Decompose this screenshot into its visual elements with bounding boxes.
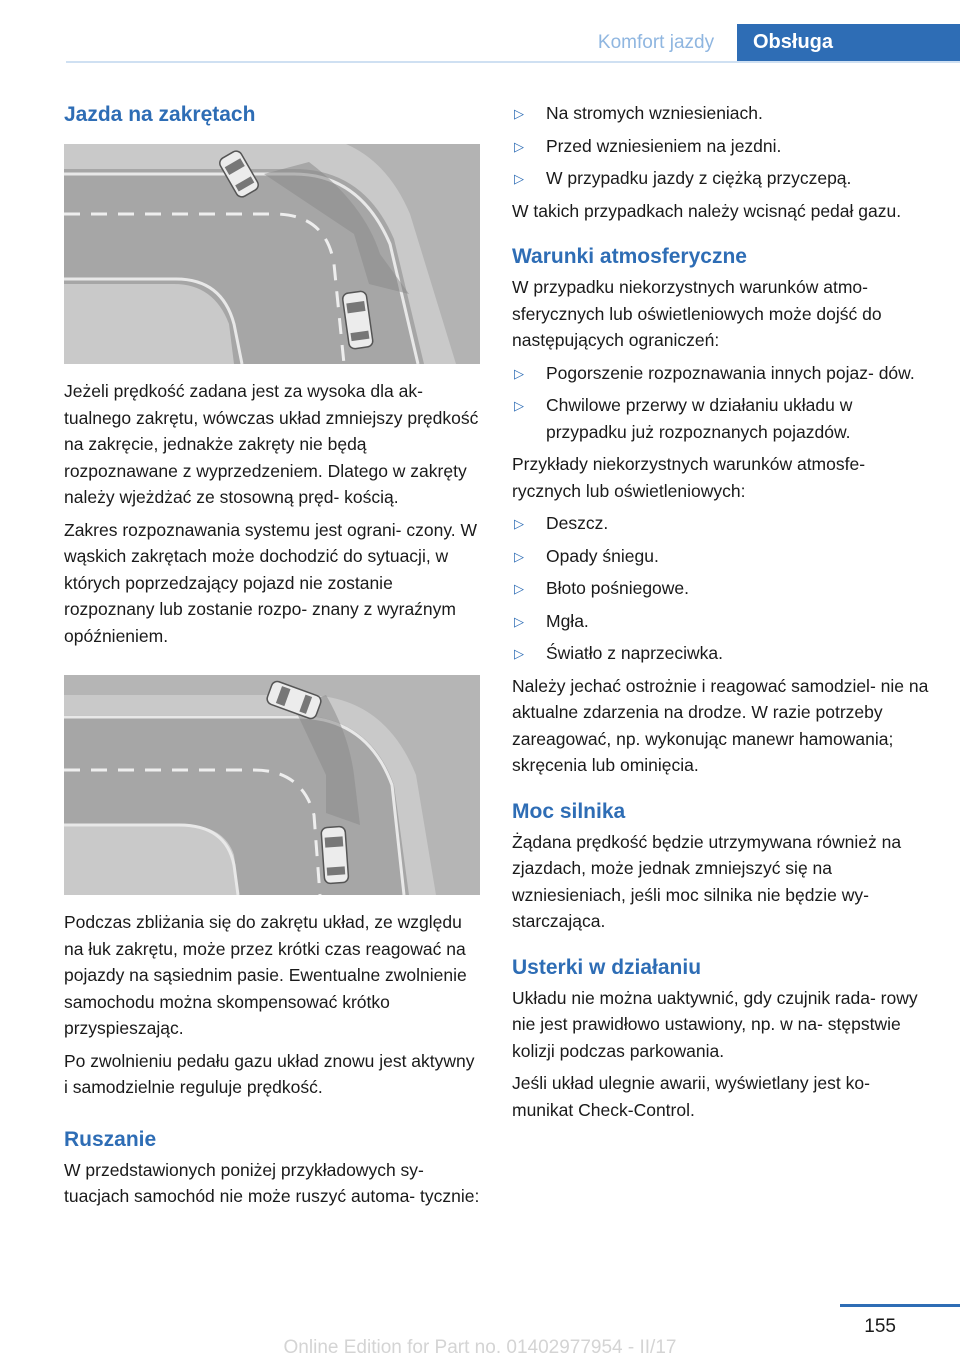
heading-curves: Jazda na zakrętach <box>64 103 256 126</box>
triangle-right-icon: ▷ <box>514 581 524 596</box>
curve-illustration-1 <box>64 144 480 364</box>
paragraph-1: Jeżeli prędkość zadana jest za wysoka dla ak‐ tualnego zakrętu, wówczas układ zmniejszy prędkość na zakręcie, jednakże zakręty nie będą rozpoznawane z wyprzedzeniem. Dlatego w zakręty należy wjeżdżać ze stosowną pręd‐ kością. <box>64 381 479 507</box>
weather-examples-list <box>512 510 930 667</box>
list-item: ▷ W przypadku jazdy z ciężką przyczepą. <box>512 165 930 192</box>
heading-engine: Moc silnika <box>512 799 626 823</box>
heading-faults: Usterki w działaniu <box>512 955 702 979</box>
paragraph-5: W przedstawionych poniżej przykładowych sy‐ tuacjach samochód nie może ruszyć automa‐ tycznie: <box>64 1159 480 1206</box>
heading-start: Ruszanie <box>64 1127 157 1151</box>
right-column <box>512 100 930 1129</box>
list-item: ▷ Deszcz. <box>512 510 930 537</box>
footer-rule <box>840 1304 960 1307</box>
list-item: ▷ Pogorszenie rozpoznawania innych pojaz‐ dów. <box>512 360 930 387</box>
list-item: ▷ Światło z naprzeciwka. <box>512 640 930 667</box>
list-item: ▷ Przed wzniesieniem na jezdni. <box>512 133 930 160</box>
paragraph-weather: W przypadku niekorzystnych warunków atmo‐ sferycznych lub oświetleniowych może dojść do następujących ograniczeń: <box>512 277 882 350</box>
curve-illustration-2 <box>64 675 480 895</box>
paragraph-fault-2: Jeśli układ ulegnie awarii, wyświetlany jest ko‐ munikat Check-Control. <box>512 1073 870 1120</box>
triangle-right-icon: ▷ <box>514 106 524 121</box>
triangle-right-icon: ▷ <box>514 646 524 661</box>
header-rule <box>66 61 960 63</box>
list-item: ▷ Na stromych wzniesieniach. <box>512 100 930 127</box>
triangle-right-icon: ▷ <box>514 365 524 381</box>
section-tab: Komfort jazdy <box>597 32 715 53</box>
paragraph-engine: Żądana prędkość będzie utrzymywana również na zjazdach, może jednak zmniejszyć się na wzniesieniach, jeśli moc silnika nie będzie wy‐ starczająca. <box>512 831 902 931</box>
triangle-right-icon: ▷ <box>514 516 524 531</box>
triangle-right-icon: ▷ <box>514 138 524 154</box>
chapter-tab: Obsługa <box>737 24 960 63</box>
triangle-right-icon: ▷ <box>514 548 524 564</box>
paragraph-3: Podczas zbliżania się do zakrętu układ, ze względu na łuk zakrętu, może przez krótki czas reagować na pojazdy na sąsiednim pasie. Ewentualne zwolnienie samochodu można skompensować krótko przyspieszając. <box>64 912 467 1038</box>
weather-limits-list <box>512 360 930 446</box>
paragraph-4: Po zwolnieniu pedału gazu układ znowu jest aktywny i samodzielnie reguluje prędkość. <box>64 1050 475 1097</box>
page-number: 155 <box>864 1316 896 1337</box>
list-item: ▷ Błoto pośniegowe. <box>512 575 930 602</box>
start-conditions-list <box>512 100 930 192</box>
page-header <box>0 0 960 62</box>
triangle-right-icon: ▷ <box>514 398 524 413</box>
list-item: ▷ Chwilowe przerwy w działaniu układu w przypadku już rozpoznanych pojazdów. <box>514 395 853 442</box>
paragraph-2: Zakres rozpoznawania systemu jest ograni‐ czony. W wąskich zakrętach może dochodzić do sytuacji, w których poprzedzający pojazd nie zostanie rozpoznany lub zostanie rozpo‐ znany z wyraźnym opóźnieniem. <box>64 519 478 646</box>
triangle-right-icon: ▷ <box>514 613 524 629</box>
left-column <box>64 100 482 1216</box>
paragraph-examples: Przykłady niekorzystnych warunków atmosfe‐ rycznych lub oświetleniowych: <box>512 454 866 501</box>
paragraph-fault-1: Układu nie można uaktywnić, gdy czujnik rada‐ rowy nie jest prawidłowo ustawiony, np. w na‐ stępstwie kolizji podczas parkowania. <box>512 987 918 1061</box>
list-item: ▷ Opady śniegu. <box>512 543 930 570</box>
heading-weather: Warunki atmosferyczne <box>512 245 747 268</box>
paragraph-careful: Należy jechać ostrożnie i reagować samodziel‐ nie na aktualne zdarzenia na drodze. W razie potrzeby zareagować, np. wykonując manewr hamowania; skręcenia lub ominięcia. <box>512 675 929 775</box>
list-item: ▷ Mgła. <box>512 608 930 635</box>
edition-note: Online Edition for Part no. 01402977954 - II/17 <box>283 1337 677 1358</box>
paragraph-gas: W takich przypadkach należy wcisnąć pedał gazu. <box>512 200 902 221</box>
triangle-right-icon: ▷ <box>514 171 524 186</box>
